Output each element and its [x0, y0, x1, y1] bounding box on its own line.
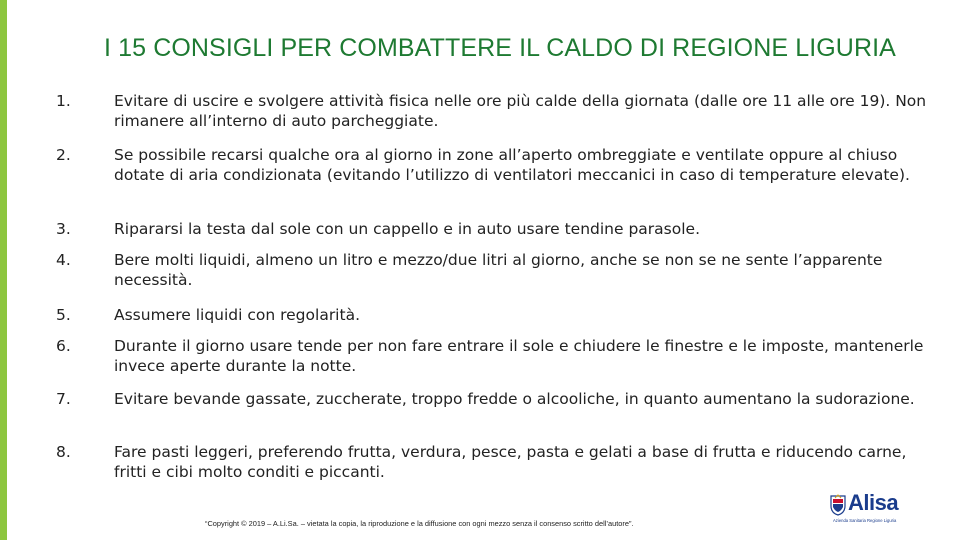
- item-text: Se possibile recarsi qualche ora al giorno in zone all’aperto ombreggiate e ventilate oppure al chiuso dotate di aria condizionata (evitando l’utilizzo di ventilatori meccanici in caso di temperature elevate).: [114, 146, 910, 184]
- item-number: 3.: [56, 220, 71, 238]
- item-text: Evitare di uscire e svolgere attività fisica nelle ore più calde della giornata (dalle ore 11 alle ore 19). Non rimanere all’interno di auto parcheggiate.: [114, 92, 927, 130]
- slide-title: I 15 CONSIGLI PER COMBATTERE IL CALDO DI REGIONE LIGURIA: [104, 34, 896, 62]
- alisa-logo: [830, 490, 925, 528]
- item-number: 7.: [56, 390, 71, 408]
- item-number: 5.: [56, 306, 71, 324]
- item-text: Assumere liquidi con regolarità.: [114, 306, 360, 324]
- item-number: 1.: [56, 92, 71, 110]
- accent-sidebar-bar: [0, 0, 7, 540]
- item-number: 2.: [56, 146, 71, 164]
- item-text: Durante il giorno usare tende per non fare entrare il sole e chiudere le finestre e le imposte, mantenerle invece aperte durante la notte.: [114, 337, 924, 375]
- alisa-subtitle: Azienda Sanitaria Regione Liguria: [833, 518, 897, 523]
- copyright-notice: “Copyright © 2019 – A.Li.Sa. – vietata la copia, la riproduzione e la diffusione con ogni mezzo senza il consenso scritto dell’autore”.: [205, 519, 634, 528]
- alisa-wordmark: Alisa: [848, 490, 899, 515]
- item-number: 4.: [56, 251, 71, 269]
- item-number: 6.: [56, 337, 71, 355]
- item-text: Ripararsi la testa dal sole con un cappello e in auto usare tendine parasole.: [114, 220, 701, 238]
- item-text: Fare pasti leggeri, preferendo frutta, verdura, pesce, pasta e gelati a base di frutta e riducendo carne, fritti e cibi molto conditi e piccanti.: [114, 443, 907, 481]
- item-text: Evitare bevande gassate, zuccherate, troppo fredde o alcooliche, in quanto aumentano la sudorazione.: [114, 390, 915, 408]
- item-text: Bere molti liquidi, almeno un litro e mezzo/due litri al giorno, anche se non se ne sente l’apparente necessità.: [114, 251, 883, 289]
- liguria-region-emblem-icon: [830, 494, 846, 516]
- item-number: 8.: [56, 443, 71, 461]
